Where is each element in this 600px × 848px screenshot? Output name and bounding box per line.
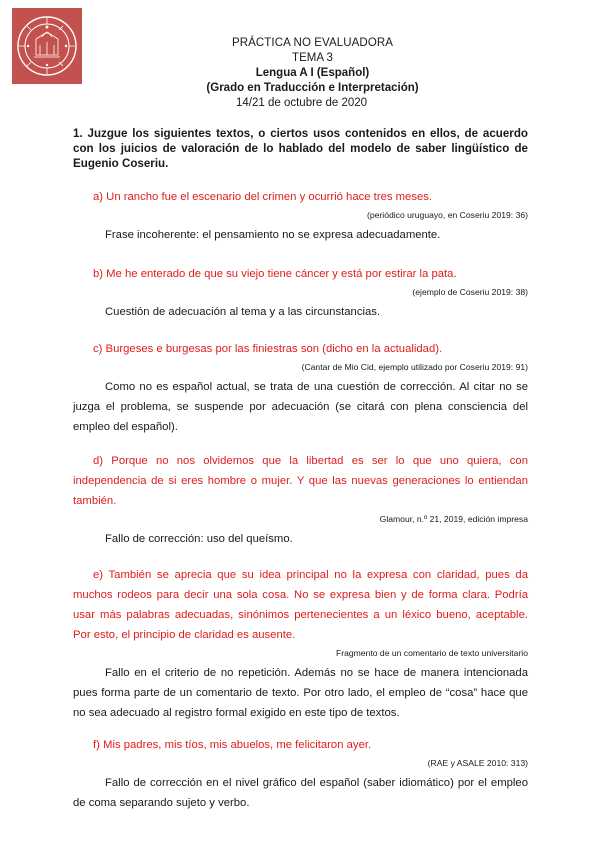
header-date: 14/21 de octubre de 2020 [236, 97, 368, 109]
exercise-answer: Como no es español actual, se trata de una cuestión de corrección. Al citar no se juzga el problema, se suspende por adecuación (se citará con plena consciencia del empleo del español). [73, 381, 528, 433]
exercise-item-d [73, 451, 528, 549]
exercise-prompt: c) Burgeses e burgesas por las finiestras son (dicho en la actualidad). [93, 343, 443, 355]
exercise-prompt: f) Mis padres, mis tíos, mis abuelos, me felicitaron ayer. [93, 739, 372, 751]
exercise-item-c [73, 339, 528, 437]
exercise-item-b [73, 264, 528, 322]
exercise-answer: Frase incoherente: el pensamiento no se expresa adecuadamente. [105, 229, 441, 241]
exercise-source: (RAE y ASALE 2010: 313) [427, 758, 528, 768]
exercise-answer: Fallo de corrección en el nivel gráfico del español (saber idiomático) por el empleo de coma separando sujeto y verbo. [73, 777, 528, 809]
exercise-source: (periódico uruguayo, en Coseriu 2019: 36) [367, 210, 528, 220]
header-degree: (Grado en Traducción e Interpretación) [206, 82, 419, 94]
exercise-answer: Fallo de corrección: uso del queísmo. [105, 533, 293, 545]
exercise-answer: Cuestión de adecuación al tema y a las circunstancias. [105, 306, 381, 318]
exercise-source: Glamour, n.º 21, 2019, edición impresa [379, 514, 528, 524]
header-practice-title: PRÁCTICA NO EVALUADORA [231, 37, 394, 49]
exercise-source: Fragmento de un comentario de texto universitario [335, 648, 528, 658]
question-text: 1. Juzgue los siguientes textos, o ciertos usos contenidos en ellos, de acuerdo con los juicios de valoración de lo hablado del modelo de saber lingüístico de Eugenio Coseriu. [73, 127, 528, 170]
exercise-item-e [73, 565, 528, 723]
exercise-answer: Fallo en el criterio de no repetición. Además no se hace de manera intencionada pues forma parte de un comentario de texto. Por otro lado, el empleo de “cosa” hace que no sea adecuado al registro formal exigido en este tipo de textos. [73, 667, 528, 719]
exercise-prompt: e) También se aprecia que su idea principal no la expresa con claridad, pues da muchos rodeos para decir una sola cosa. No se expresa bien y de forma clara. Podría usar más palabras adecuadas, sinónimos pertenecientes a un léxico bueno, aceptable. Por esto, el principio de claridad es ausente. [73, 569, 528, 641]
document-body [73, 126, 528, 813]
header-course: Lengua A I (Español) [255, 67, 370, 79]
header-topic: TEMA 3 [292, 52, 333, 64]
exercise-prompt: b) Me he enterado de que su viejo tiene cáncer y está por estirar la pata. [93, 268, 457, 280]
exercise-item-a [73, 187, 528, 245]
exercise-source: (ejemplo de Coseriu 2019: 38) [412, 287, 528, 297]
exercise-prompt: a) Un rancho fue el escenario del crimen y ocurrió hace tres meses. [93, 191, 433, 203]
document-header [0, 36, 600, 111]
exercise-prompt: d) Porque no nos olvidemos que la libertad es ser lo que uno quiera, con independencia de si eres hombre o mujer. Y que las nuevas generaciones lo entiendan también. [73, 455, 528, 507]
exercise-item-f [73, 735, 528, 813]
exercise-source: (Cantar de Mio Cid, ejemplo utilizado por Coseriu 2019: 91) [301, 362, 528, 372]
